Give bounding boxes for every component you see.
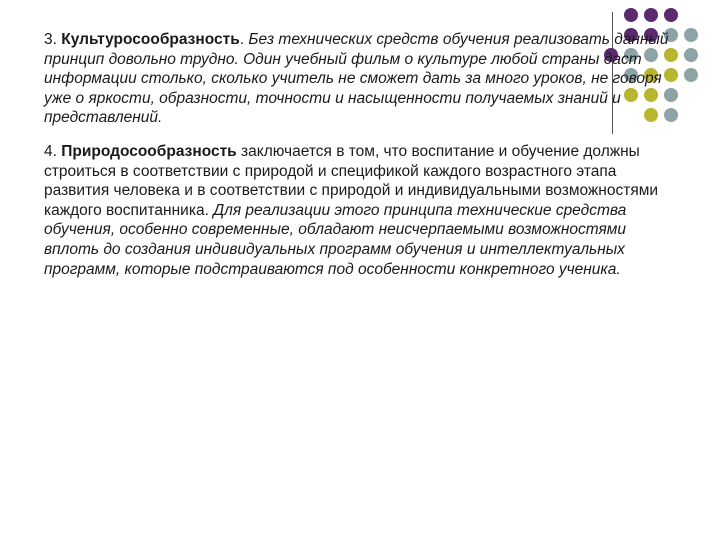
decorative-dot [644, 8, 658, 22]
decorative-dot [684, 68, 698, 82]
paragraph-culture [44, 30, 684, 128]
decorative-dot [684, 28, 698, 42]
term-suffix: . [239, 31, 245, 48]
paragraph-number: 4. [44, 142, 57, 160]
decorative-dot [624, 8, 638, 22]
term-heading: Природосообразность [61, 142, 237, 160]
italic-description: Для реализации этого принципа технические средства обучения, особенно современные, обладают неисчерпаемыми возможностями вплоть до создания индивидуальных программ обучения и интеллектуальных программ, которые подстраиваются под особенности конкретного ученика. [44, 201, 627, 278]
italic-description: Без технических средств обучения реализовать данный принцип довольно трудно. Один учебный фильм о культуре любой страны даст информации столько, сколько учитель не сможет дать за много уроков, не говоря уже о яркости, образности, точности и насыщенности получаемых знаний и представлений. [44, 31, 669, 127]
content-text [44, 30, 684, 279]
decorative-dot [684, 48, 698, 62]
plain-description: заключается в том, что воспитание и обучение должны строиться в соответствии с природой и спецификой каждого возрастного этапа развития человека и в соответствии с природой и индивидуальными возможностями каждого воспитанника. [44, 142, 659, 219]
term-heading: Культуросообразность [61, 31, 240, 48]
decorative-dot [664, 8, 678, 22]
paragraph-nature [44, 142, 684, 279]
paragraph-number: 3. [44, 31, 57, 48]
